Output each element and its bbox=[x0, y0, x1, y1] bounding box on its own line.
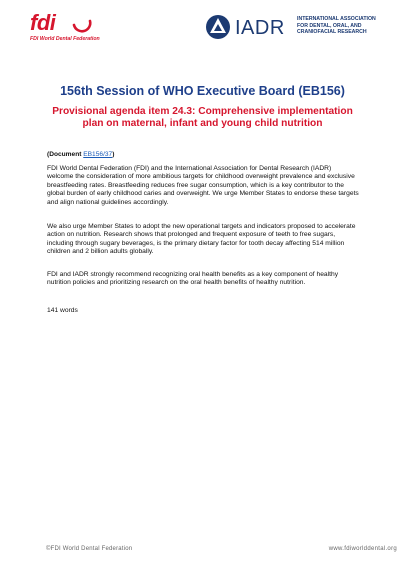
document-reference-link[interactable]: EB156/37 bbox=[83, 151, 113, 158]
iadr-name-line: INTERNATIONAL ASSOCIATION bbox=[297, 16, 376, 22]
fdi-swoosh-icon bbox=[70, 12, 94, 36]
fdi-logo-subtitle: FDI World Dental Federation bbox=[30, 36, 100, 42]
fdi-logo-wordmark: fdi bbox=[30, 10, 56, 35]
document-reference-suffix: ) bbox=[112, 151, 115, 158]
iadr-full-name bbox=[297, 16, 376, 36]
body-paragraph: We also urge Member States to adopt the new operational targets and indicators proposed to accelerate action on nutrition. Research shows that prolonged and frequent exposure of teeth to free sugars, including through sugary beverages, is the primary dietary factor for tooth decay affecting 514 million children and 2 billion adults globally. bbox=[47, 223, 356, 256]
fdi-logo bbox=[30, 10, 110, 46]
iadr-name-line: FOR DENTAL, ORAL, AND bbox=[297, 22, 362, 29]
iadr-logo-wordmark: IADR bbox=[235, 17, 285, 39]
word-count: 141 words bbox=[47, 307, 78, 314]
iadr-name-line: CRANIOFACIAL RESEARCH bbox=[297, 29, 367, 36]
iadr-emblem-icon bbox=[205, 14, 231, 40]
page-title: 156th Session of WHO Executive Board (EB156) bbox=[60, 84, 345, 98]
agenda-item-subtitle: Provisional agenda item 24.3: Comprehensive implementation plan on maternal, infant and young child nutrition bbox=[52, 106, 353, 129]
body-paragraph: FDI World Dental Federation (FDI) and the International Association for Dental Research (IADR) welcome the consideration of more ambitious targets for childhood overweight prevalence and exclusive breastfeeding rates. Breastfeeding reduces free sugar consumption, which is a key contributor to the global burden of early childhood caries and overweight. We urge Member States to endorse these targets and align national guidelines accordingly. bbox=[47, 165, 359, 206]
footer-copyright: ©FDI World Dental Federation bbox=[46, 546, 133, 552]
document-reference bbox=[47, 151, 114, 158]
body-paragraph: FDI and IADR strongly recommend recognizing oral health benefits as a key component of healthy nutrition policies and prioritizing research on the oral health benefits of healthy nutrition. bbox=[47, 271, 339, 287]
document-reference-prefix: (Document bbox=[47, 151, 84, 158]
iadr-logo bbox=[205, 14, 385, 44]
footer-website[interactable]: www.fdiworlddental.org bbox=[328, 546, 397, 552]
